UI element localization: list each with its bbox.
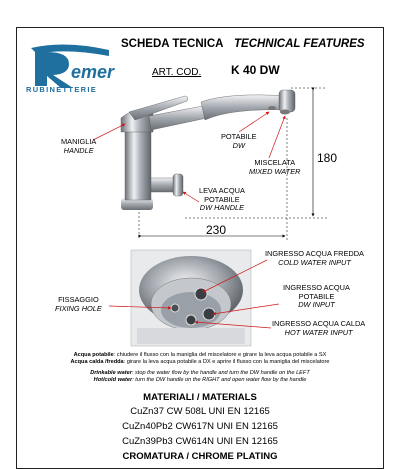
label-handle [61, 138, 96, 155]
instruction-it-2 [17, 359, 383, 366]
svg-text:emer: emer [71, 62, 115, 82]
label-dw-it: POTABILE [221, 132, 257, 141]
label-dwin-en: DW INPUT [298, 300, 335, 310]
height-value: 180 [317, 151, 338, 165]
instruction-it-1 [17, 352, 383, 359]
label-dw-input [283, 284, 350, 310]
label-dwin-it2: POTABILE [298, 291, 335, 301]
instr-it1-bold: Acqua potabile [73, 352, 114, 358]
title-italian: SCHEDA TECNICA [121, 38, 224, 50]
label-fix-en: FIXING HOLE [55, 303, 102, 313]
instr-it2-text: : girare la leva acqua potabile a DX e aprire il flusso con la maniglia del miscelatore [123, 359, 330, 365]
material-line-3: CuZn39Pb3 CW614N UNI EN 12165 [122, 436, 278, 447]
label-mixed-water [249, 159, 300, 176]
label-cold-input [265, 250, 364, 267]
label-cold-it: INGRESSO ACQUA FREDDA [265, 249, 364, 258]
instruction-en-1 [17, 370, 383, 377]
underside-photo [137, 256, 245, 344]
title-english: TECHNICAL FEATURES [234, 38, 365, 50]
label-handle-it: MANIGLIA [61, 137, 97, 146]
material-line-2: CuZn40Pb2 CW617N UNI EN 12165 [122, 421, 278, 432]
instr-it2-bold: Acqua calda /fredda [70, 359, 124, 365]
label-hot-en: HOT WATER INPUT [284, 327, 353, 337]
instr-en2-bold: Hot/cold water [93, 377, 133, 383]
brand-subtitle: RUBINETTERIE [26, 85, 98, 94]
instr-it1-text: : chiudere il flusso con la maniglia del miscelatore e girare la leva acqua potabile a SX [113, 352, 327, 358]
label-leva-it1: LEVA ACQUA [199, 186, 245, 195]
materials-title: MATERIALI / MATERIALS [143, 392, 257, 403]
label-drinking-water [221, 133, 257, 150]
instr-en1-text: : stop the water flow by the handle and turn the DW handle on the LEFT [131, 370, 310, 376]
label-mixed-en: MIXED WATER [249, 166, 301, 176]
label-dwin-it1: INGRESSO ACQUA [283, 283, 350, 292]
label-hot-input [272, 320, 365, 337]
material-line-1: CuZn37 CW 508L UNI EN 12165 [130, 406, 270, 417]
label-cold-en: COLD WATER INPUT [278, 257, 351, 267]
article-code-label: ART. COD. [152, 67, 202, 78]
model-code: K 40 DW [231, 63, 280, 77]
label-dw-handle [199, 187, 245, 213]
instr-en2-text: : turn the DW handle on the RIGHT and open water flow by the handle [132, 377, 307, 383]
label-hot-it: INGRESSO ACQUA CALDA [272, 319, 366, 328]
width-value: 230 [206, 223, 227, 237]
label-mixed-it: MISCELATA [254, 158, 296, 167]
label-fixing-hole [55, 296, 102, 313]
label-fix-it: FISSAGGIO [58, 295, 99, 304]
technical-sheet [16, 27, 384, 469]
instruction-en-2 [17, 377, 383, 384]
label-leva-it2: POTABILE [204, 194, 240, 204]
chrome-plating-title: CROMATURA / CHROME PLATING [122, 451, 278, 462]
label-leva-en: DW HANDLE [199, 203, 245, 213]
label-dw-en: DW [232, 140, 245, 150]
label-handle-en: HANDLE [63, 145, 94, 155]
instr-en1-bold: Drinkable water [90, 370, 132, 376]
